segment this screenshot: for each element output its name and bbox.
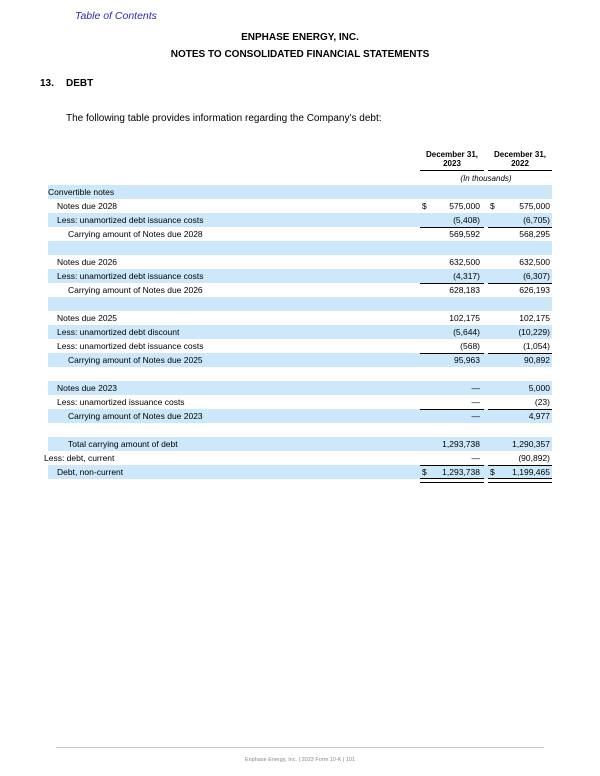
value-2023: (568) <box>460 341 480 351</box>
value-2023: — <box>471 453 480 463</box>
value-2023: 628,183 <box>449 285 480 295</box>
table-row <box>48 311 552 325</box>
row-label: Less: unamortized debt issuance costs <box>57 341 204 351</box>
value-2023: (5,408) <box>453 215 480 225</box>
value-2023: (4,317) <box>453 271 480 281</box>
row-label: Carrying amount of Notes due 2025 <box>68 355 203 365</box>
value-2022: 1,199,465 <box>512 467 550 477</box>
value-2023: 575,000 <box>449 201 480 211</box>
row-label: Less: unamortized debt issuance costs <box>57 271 204 281</box>
value-2022: 626,193 <box>519 285 550 295</box>
units-label: (In thousands) <box>460 174 512 183</box>
value-2022: (90,892) <box>518 453 550 463</box>
value-2022: (6,705) <box>523 215 550 225</box>
table-row <box>48 381 552 395</box>
table-row <box>48 213 552 227</box>
table-row <box>48 465 552 479</box>
column-header-line2: 2023 <box>443 159 461 168</box>
column-header-line1: December 31, <box>425 150 479 159</box>
value-2022: (23) <box>534 397 550 407</box>
company-name: ENPHASE ENERGY, INC. <box>241 32 359 43</box>
row-label: Notes due 2025 <box>57 313 118 323</box>
row-label: Less: unamortized issuance costs <box>57 397 185 407</box>
header-underline <box>488 170 552 171</box>
value-2022: 5,000 <box>528 383 550 393</box>
section-number: 13. <box>40 78 54 89</box>
row-label: Convertible notes <box>48 187 115 197</box>
row-label: Carrying amount of Notes due 2023 <box>68 411 203 421</box>
value-2022: 632,500 <box>519 257 550 267</box>
currency-symbol: $ <box>490 467 495 477</box>
value-2023: 95,963 <box>454 355 480 365</box>
section-intro: The following table provides information regarding the Company’s debt: <box>66 113 382 124</box>
currency-symbol: $ <box>490 201 495 211</box>
value-2022: (10,229) <box>518 327 550 337</box>
column-header-line1: December 31, <box>493 150 547 159</box>
table-row <box>48 255 552 269</box>
value-2023: — <box>471 411 480 421</box>
spacer-row <box>48 241 552 255</box>
document-subtitle: NOTES TO CONSOLIDATED FINANCIAL STATEMENTS <box>170 49 430 60</box>
table-row <box>48 395 552 409</box>
page-footer: Enphase Energy, Inc. | 2023 Form 10-K | 101 <box>244 757 356 763</box>
table-row <box>48 199 552 213</box>
value-2022: 4,977 <box>528 411 550 421</box>
row-label: Debt, non-current <box>57 467 124 477</box>
header-underline <box>420 170 484 171</box>
spacer-row <box>48 423 552 437</box>
total-double-rule <box>420 478 484 483</box>
table-of-contents-link[interactable]: Table of Contents <box>75 10 157 22</box>
value-2022: (1,054) <box>523 341 550 351</box>
value-2023: (5,644) <box>453 327 480 337</box>
value-2023: 632,500 <box>449 257 480 267</box>
table-row <box>48 325 552 339</box>
debt-table <box>44 185 552 479</box>
currency-symbol: $ <box>422 467 427 477</box>
column-header-2022 <box>488 150 552 168</box>
spacer-row <box>48 367 552 381</box>
row-label: Less: debt, current <box>44 453 115 463</box>
currency-symbol: $ <box>422 201 427 211</box>
table-row <box>48 185 552 199</box>
value-2023: 569,592 <box>449 229 480 239</box>
footer-divider <box>56 747 544 748</box>
spacer-row <box>48 297 552 311</box>
value-2023: — <box>471 397 480 407</box>
table-row <box>48 269 552 283</box>
value-2022: 1,290,357 <box>512 439 550 449</box>
table-row <box>48 227 552 241</box>
table-row <box>48 353 552 367</box>
row-label: Total carrying amount of debt <box>68 439 178 449</box>
table-row <box>48 437 552 451</box>
value-2023: — <box>471 383 480 393</box>
row-label: Carrying amount of Notes due 2028 <box>68 229 203 239</box>
total-double-rule <box>488 478 552 483</box>
table-row <box>48 339 552 353</box>
row-label: Carrying amount of Notes due 2026 <box>68 285 203 295</box>
row-label: Notes due 2026 <box>57 257 118 267</box>
value-2023: 1,293,738 <box>442 439 480 449</box>
table-row <box>48 283 552 297</box>
table-row <box>48 409 552 423</box>
table-row <box>44 451 552 465</box>
value-2022: 102,175 <box>519 313 550 323</box>
row-label: Notes due 2028 <box>57 201 118 211</box>
column-header-line2: 2022 <box>511 159 529 168</box>
row-label: Notes due 2023 <box>57 383 118 393</box>
row-label: Less: unamortized debt discount <box>57 327 180 337</box>
row-label: Less: unamortized debt issuance costs <box>57 215 204 225</box>
value-2022: 568,295 <box>519 229 550 239</box>
value-2023: 1,293,738 <box>442 467 480 477</box>
column-header-2023 <box>420 150 484 168</box>
value-2022: 575,000 <box>519 201 550 211</box>
value-2023: 102,175 <box>449 313 480 323</box>
value-2022: 90,892 <box>524 355 550 365</box>
section-title: DEBT <box>66 78 94 89</box>
value-2022: (6,307) <box>523 271 550 281</box>
